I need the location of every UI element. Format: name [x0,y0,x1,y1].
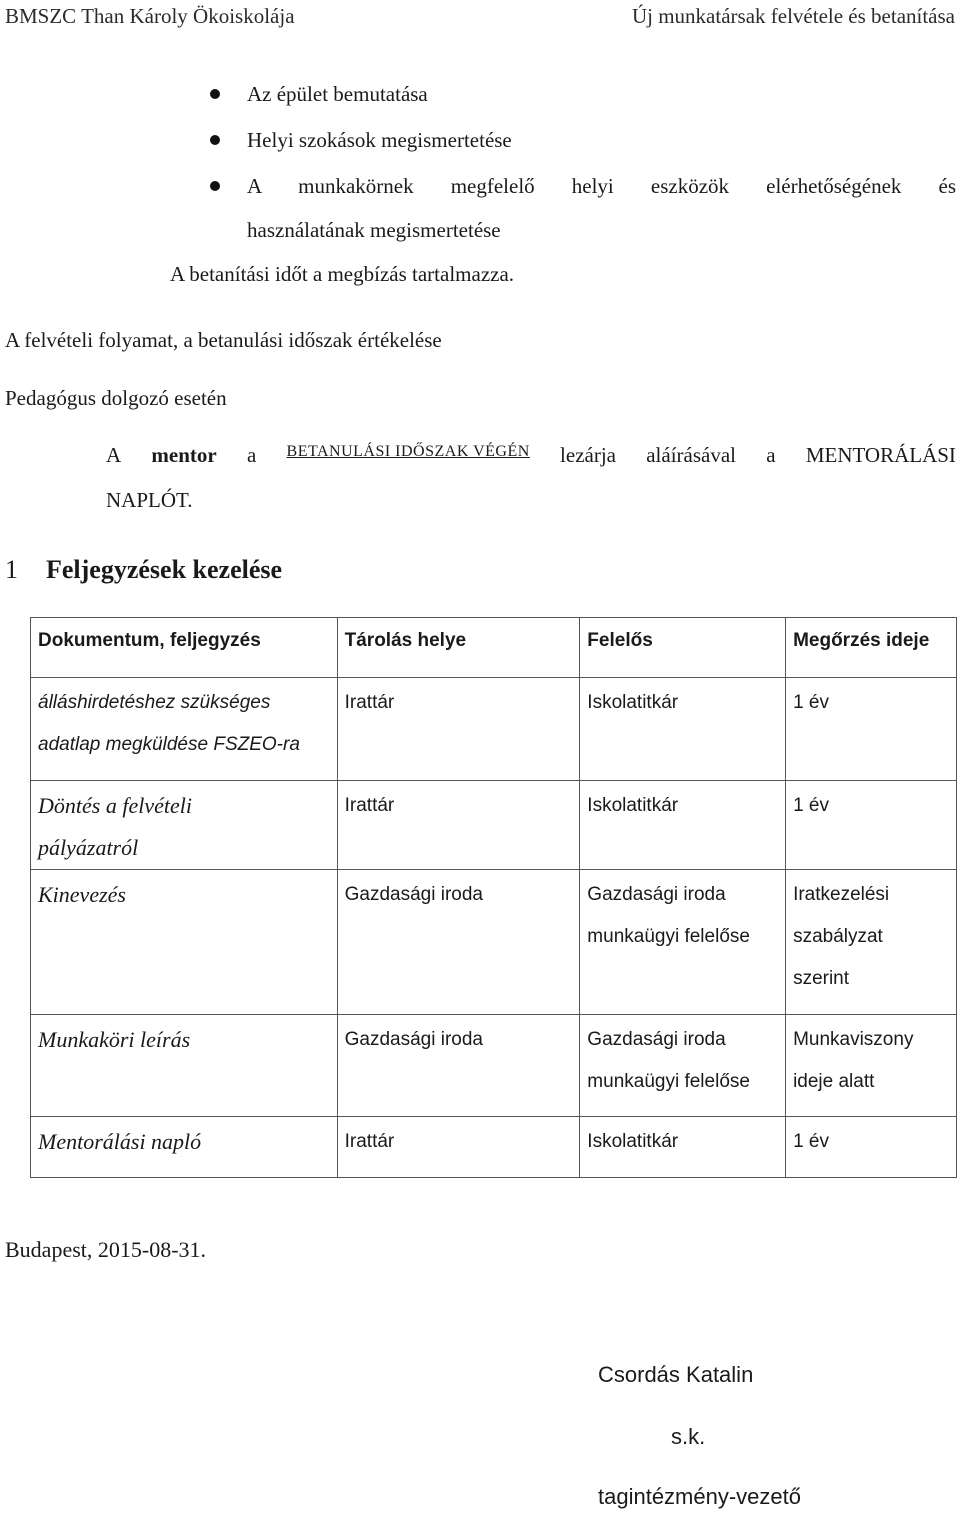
table-row [31,1117,957,1178]
cell-document: Munkaköri leírás [31,1015,338,1117]
place-and-date: Budapest, 2015-08-31. [5,1237,207,1262]
cell-document: Kinevezés [31,870,338,1015]
table-row [31,781,957,870]
column-header-retention: Megőrzés ideje [786,618,957,678]
heading-recruitment-evaluation: A felvételi folyamat, a betanulási időszak értékelése [5,328,442,352]
table-row [31,678,957,781]
header-document-title: Új munkatársak felvétele és betanítása [631,4,955,28]
bullet-icon [210,181,220,191]
cell-responsible: Iskolatitkár [580,1117,786,1178]
table-row [31,1015,957,1117]
heading-teacher-case: Pedagógus dolgozó esetén [5,386,227,410]
cell-responsible: Iskolatitkár [580,678,786,781]
column-header-storage: Tárolás helye [337,618,580,678]
cell-document: álláshirdetéshez szükséges adatlap megküldése FSZEO-ra [31,678,338,781]
column-header-responsible: Felelős [580,618,786,678]
table-header-row [31,618,957,678]
cell-retention: 1 év [786,1117,957,1178]
cell-retention: Iratkezelési szabályzat szerint [786,870,957,1015]
header-school-name: BMSZC Than Károly Ökoiskolája [5,4,295,28]
cell-responsible: Gazdasági iroda munkaügyi felelőse [580,870,786,1015]
cell-storage: Irattár [337,781,580,870]
mentor-paragraph-end: NAPLÓT. [106,488,193,512]
cell-retention: Munkaviszony ideje alatt [786,1015,957,1117]
cell-storage: Irattár [337,1117,580,1178]
cell-retention: 1 év [786,781,957,870]
cell-storage: Irattár [337,678,580,781]
underlined-phrase: BETANULÁSI IDŐSZAK VÉGÉN [286,443,530,460]
section-title: Feljegyzések kezelése [46,555,283,584]
column-header-document: Dokumentum, feljegyzés [31,618,338,678]
signature-sk: s.k. [671,1424,706,1449]
cell-document: Döntés a felvételi pályázatról [31,781,338,870]
signatory-title: tagintézmény-vezető [598,1484,801,1509]
section-heading [5,555,282,585]
signatory-name: Csordás Katalin [598,1362,754,1387]
records-table [30,617,957,1178]
bullet-icon [210,135,220,145]
training-time-paragraph: A betanítási időt a megbízás tartalmazza. [170,262,515,286]
page-header [5,4,955,34]
mentor-word: mentor [151,443,217,467]
table-row [31,870,957,1015]
section-number: 1 [5,555,18,584]
bullet-icon [210,89,220,99]
cell-document: Mentorálási napló [31,1117,338,1178]
cell-storage: Gazdasági iroda [337,870,580,1015]
cell-responsible: Gazdasági iroda munkaügyi felelőse [580,1015,786,1117]
cell-retention: 1 év [786,678,957,781]
cell-responsible: Iskolatitkár [580,781,786,870]
cell-storage: Gazdasági iroda [337,1015,580,1117]
mentor-paragraph: A mentor a BETANULÁSI IDŐSZAK VÉGÉN lezárja aláírásával a MENTORÁLÁSI [106,443,956,467]
